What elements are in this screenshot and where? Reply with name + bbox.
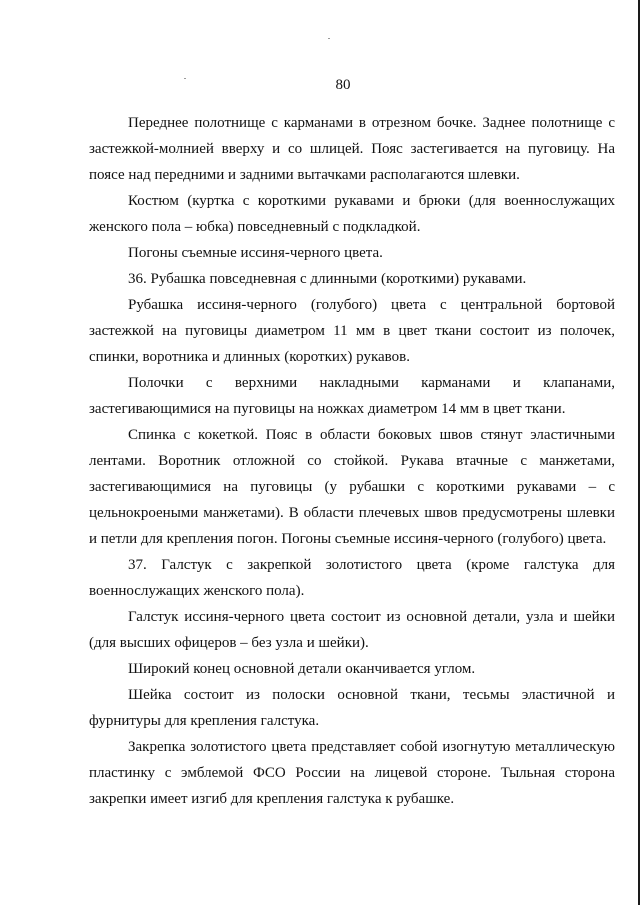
paragraph-tie-clip: Закрепка золотистого цвета представляет собой изогнутую металлическую пластинку с эмблемой ФСО России на лицевой стороне. Тыльная сторона закрепки имеет изгиб для крепления галстука к рубашке. [89, 739, 615, 807]
paragraph-item-37-heading: 37. Галстук с закрепкой золотистого цвета (кроме галстука для военнослужащих женского пола). [89, 557, 615, 599]
paragraph-item-36-heading: 36. Рубашка повседневная с длинными (короткими) рукавами. [128, 271, 527, 287]
paragraph-tie-end: Широкий конец основной детали оканчивается углом. [128, 661, 476, 677]
scan-speck [328, 38, 330, 39]
paragraph-front-panel: Переднее полотнище с карманами в отрезном бочке. Заднее полотнище с застежкой-молнией вверху и со шлицей. Пояс застегивается на пуговицу. На поясе над передними и задними вытачками располагаются шлевки. [89, 115, 615, 183]
paragraph-shoulder-boards: Погоны съемные иссиня-черного цвета. [128, 245, 383, 261]
paragraph-costume: Костюм (куртка с короткими рукавами и брюки (для военнослужащих женского пола – юбка) повседневный с подкладкой. [89, 193, 615, 235]
paragraph-tie-neck: Шейка состоит из полоски основной ткани, тесьмы эластичной и фурнитуры для крепления галстука. [89, 687, 615, 729]
paragraph-shirt-back: Спинка с кокеткой. Пояс в области боковых швов стянут эластичными лентами. Воротник отложной со стойкой. Рукава втачные с манжетами, застегивающимися на пуговицы (у рубашки с короткими рукавами – с цельнокроеными манжетами). В области плечевых швов предусмотрены шлевки и петли для крепления погон. Погоны съемные иссиня-черного (голубого) цвета. [89, 427, 615, 547]
body-text [89, 110, 615, 812]
paragraph-shirt-fronts: Полочки с верхними накладными карманами и клапанами, застегивающимися на пуговицы на ножках диаметром 14 мм в цвет ткани. [89, 375, 615, 417]
paragraph-shirt-description: Рубашка иссиня-черного (голубого) цвета с центральной бортовой застежкой на пуговицы диаметром 11 мм в цвет ткани состоит из полочек, спинки, воротника и длинных (коротких) рукавов. [89, 297, 615, 365]
paragraph-tie-description: Галстук иссиня-черного цвета состоит из основной детали, узла и шейки (для высших офицеров – без узла и шейки). [89, 609, 615, 651]
page-number: 80 [335, 77, 351, 93]
